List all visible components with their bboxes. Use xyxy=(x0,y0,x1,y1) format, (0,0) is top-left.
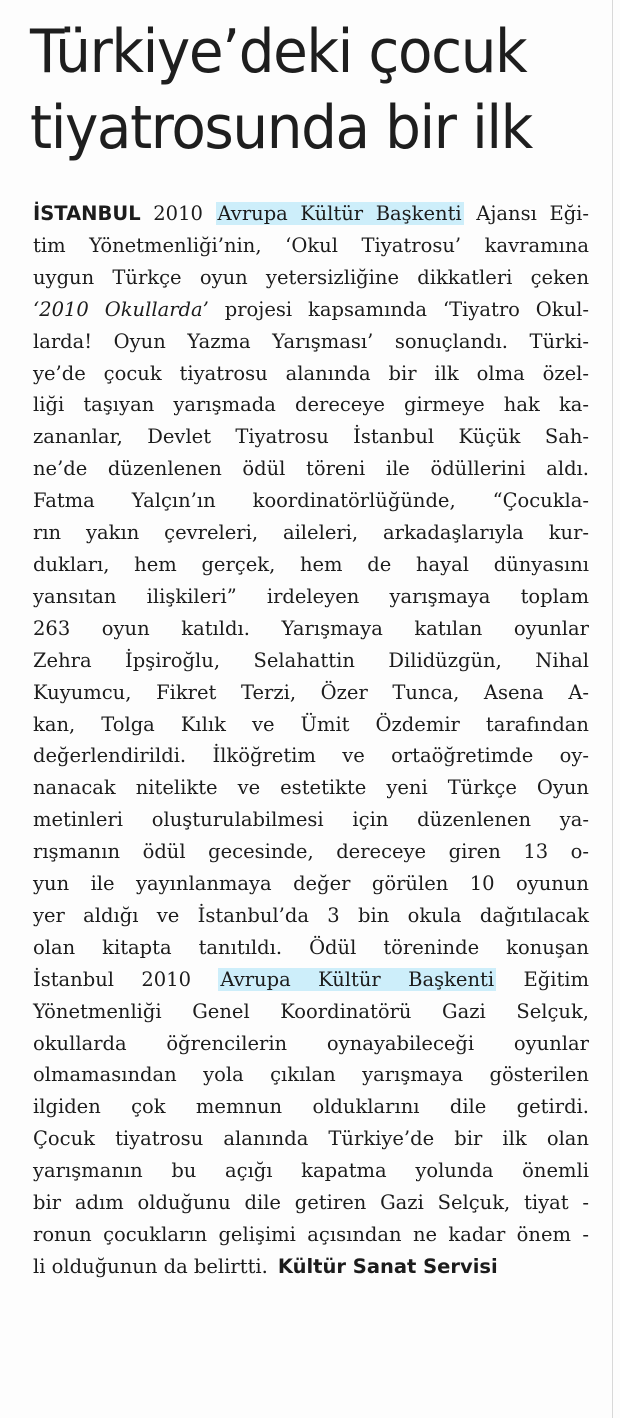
text-segment: li olduğunun da belirtti. xyxy=(33,1254,268,1278)
article-line: Çocuk tiyatrosu alanında Türkiye’de bir ilk olan xyxy=(33,1127,589,1151)
article-line: okullarda öğrencilerin oynayabileceği oyunlar xyxy=(33,1031,589,1055)
article-line: uygun Türkçe oyun yetersizliğine dikkatleri çeken xyxy=(33,265,589,289)
article-line: tim Yönetmenliği’nin, ‘Okul Tiyatrosu’ kavramına xyxy=(33,233,589,257)
article-line: ronun çocukların gelişimi açısından ne kadar önem - xyxy=(33,1223,589,1246)
article-body xyxy=(33,198,589,1283)
article-line: larda! Oyun Yazma Yarışması’ sonuçlandı. Türki- xyxy=(33,329,589,353)
article-line: rın yakın çevreleri, aileleri, arkadaşlarıyla kur- xyxy=(33,521,589,545)
article-line: kan, Tolga Kılık ve Ümit Özdemir tarafından xyxy=(33,712,589,736)
article-line: Zehra İpşiroğlu, Selahattin Dilidüzgün, Nihal xyxy=(33,648,589,672)
article-line xyxy=(33,198,589,230)
text-segment: İstanbul 2010 xyxy=(33,967,192,991)
article-line: rışmanın ödül gecesinde, dereceye giren 13 o- xyxy=(33,840,589,864)
article-line xyxy=(33,964,589,996)
article-line xyxy=(33,1251,589,1283)
article-line: Fatma Yalçın’ın koordinatörlüğünde, “Çocukla- xyxy=(33,489,589,513)
text-segment: 2010 xyxy=(153,202,203,225)
article-line: dukları, hem gerçek, hem de hayal dünyasını xyxy=(33,552,589,576)
highlighted-phrase: Avrupa Kültür Başkenti xyxy=(220,967,495,991)
article-line: yun ile yayınlanmaya değer görülen 10 oyunun xyxy=(33,872,589,896)
headline-line-1: Türkiye’deki çocuk xyxy=(30,17,527,87)
article-line: nanacak nitelikte ve estetikte yeni Türkçe Oyun xyxy=(33,776,589,800)
article-line: 263 oyun katıldı. Yarışmaya katılan oyunlar xyxy=(33,616,589,640)
page-edge-rule xyxy=(612,0,613,1418)
article-line xyxy=(33,294,589,326)
article-line: metinleri oluşturulabilmesi için düzenlenen ya- xyxy=(33,808,589,832)
headline-line-2: tiyatrosunda bir ilk xyxy=(30,93,532,163)
article-line: değerlendirildi. İlköğretim ve ortaöğretimde oy- xyxy=(33,744,589,768)
author-signature: Kültür Sanat Servisi xyxy=(277,1254,498,1278)
article-line: bir adım olduğunu dile getiren Gazi Selçuk, tiyat - xyxy=(33,1191,589,1215)
text-segment: Eğitim xyxy=(523,967,590,991)
headline xyxy=(30,14,575,166)
article-line: yer aldığı ve İstanbul’da 3 bin okula dağıtılacak xyxy=(33,903,589,927)
article-line: olan kitapta tanıtıldı. Ödül töreninde konuşan xyxy=(33,935,589,959)
highlighted-phrase: Avrupa Kültür Başkenti xyxy=(217,202,462,225)
dateline: İSTANBUL xyxy=(33,202,141,225)
article-line: zananlar, Devlet Tiyatrosu İstanbul Küçük Sah- xyxy=(33,425,589,449)
article-line: Yönetmenliği Genel Koordinatörü Gazi Selçuk, xyxy=(33,999,589,1023)
article-line: Kuyumcu, Fikret Terzi, Özer Tunca, Asena A- xyxy=(33,680,589,704)
article-line: liği taşıyan yarışmada dereceye girmeye hak ka- xyxy=(33,393,589,417)
article-line: olmamasından yola çıkılan yarışmaya gösterilen xyxy=(33,1063,589,1087)
article-line: yansıtan ilişkileri” irdeleyen yarışmaya toplam xyxy=(33,584,589,608)
article-line: ye’de çocuk tiyatrosu alanında bir ilk olma özel- xyxy=(33,361,589,385)
article-line: ne’de düzenlenen ödül töreni ile ödüllerini aldı. xyxy=(33,457,589,481)
italic-project-name: ‘2010 Okullarda’ xyxy=(33,297,209,321)
article-line: ilgiden çok memnun olduklarını dile getirdi. xyxy=(33,1095,589,1119)
text-segment: projesi kapsamında ‘Tiyatro Okul- xyxy=(224,297,589,321)
text-segment: Ajansı Eği- xyxy=(476,202,589,225)
article-line: yarışmanın bu açığı kapatma yolunda önemli xyxy=(33,1159,589,1183)
